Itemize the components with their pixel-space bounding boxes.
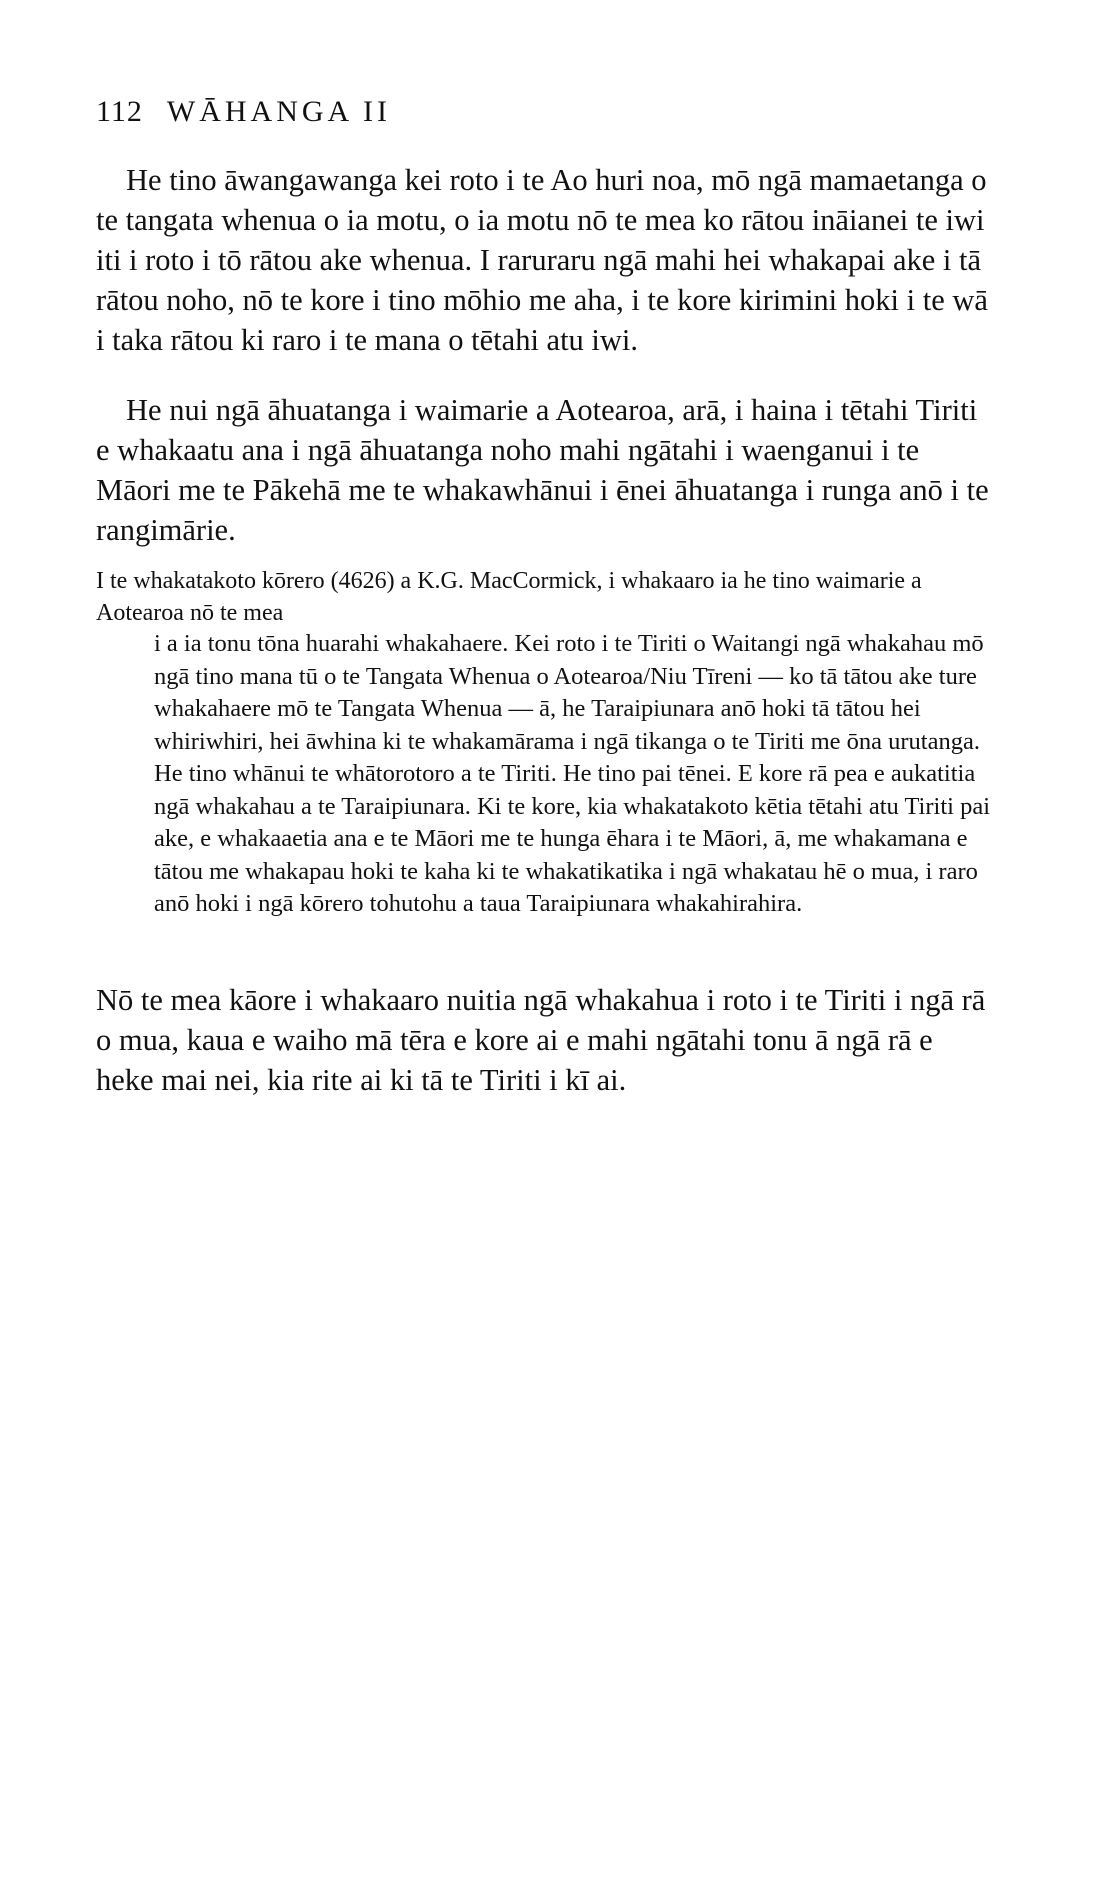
- page-number: 112: [96, 95, 143, 128]
- quote-introduction: I te whakatakoto kōrero (4626) a K.G. MacCormick, i whakaaro ia he tino waimarie a Aotearoa nō te mea: [96, 568, 922, 626]
- body-paragraph-2: He nui ngā āhuatanga i waimarie a Aotearoa, arā, i haina i tētahi Tiriti e whakaatu ana i ngā āhuatanga noho mahi ngātahi i waenganui i te Māori me te Pākehā me te whakawhānui i ēnei āhuatanga i runga anō i te rangimārie.: [96, 393, 989, 547]
- block-quote: i a ia tonu tōna huarahi whakahaere. Kei roto i te Tiriti o Waitangi ngā whakahau mō ngā tino mana tū o te Tangata Whenua o Aotearoa/Niu Tīreni — ko tā tātou ake ture whakahaere mō te Tangata Whenua — ā, he Taraipiunara anō hoki tā tātou hei whiriwhiri, hei āwhina ki te whakamārama i ngā tikanga o te Tiriti me ōna urutanga. He tino whānui te whātorotoro a te Tiriti. He tino pai tēnei. E kore rā pea e aukatitia ngā whakahau a te Taraipiunara. Ki te kore, kia whakatakoto kētia tētahi atu Tiriti pai ake, e whakaaetia ana e te Māori me te hunga ēhara i te Māori, ā, me whakamana e tātou me whakapau hoki te kaha ki te whakatikatika i ngā whakatau hē o mua, i raro anō hoki i ngā kōrero tohutohu a taua Taraipiunara whakahirahira.: [154, 630, 991, 917]
- running-header: [96, 92, 391, 132]
- section-title: WĀHANGA II: [166, 95, 392, 128]
- body-paragraph-1: He tino āwangawanga kei roto i te Ao huri noa, mō ngā mamaetanga o te tangata whenua o ia motu, o ia motu nō te mea ko rātou ināianei te iwi iti i roto i tō rātou ake whenua. I raruraru ngā mahi hei whakapai ake i tā rātou noho, nō te kore i tino mōhio me aha, i te kore kirimini hoki i te wā i taka rātou ki raro i te mana o tētahi atu iwi.: [96, 163, 988, 357]
- body-paragraph-3: Nō te mea kāore i whakaaro nuitia ngā whakahua i roto i te Tiriti i ngā rā o mua, kaua e waiho mā tēra e kore ai e mahi ngātahi tonu ā ngā rā e heke mai nei, kia rite ai ki tā te Tiriti i kī ai.: [96, 983, 986, 1097]
